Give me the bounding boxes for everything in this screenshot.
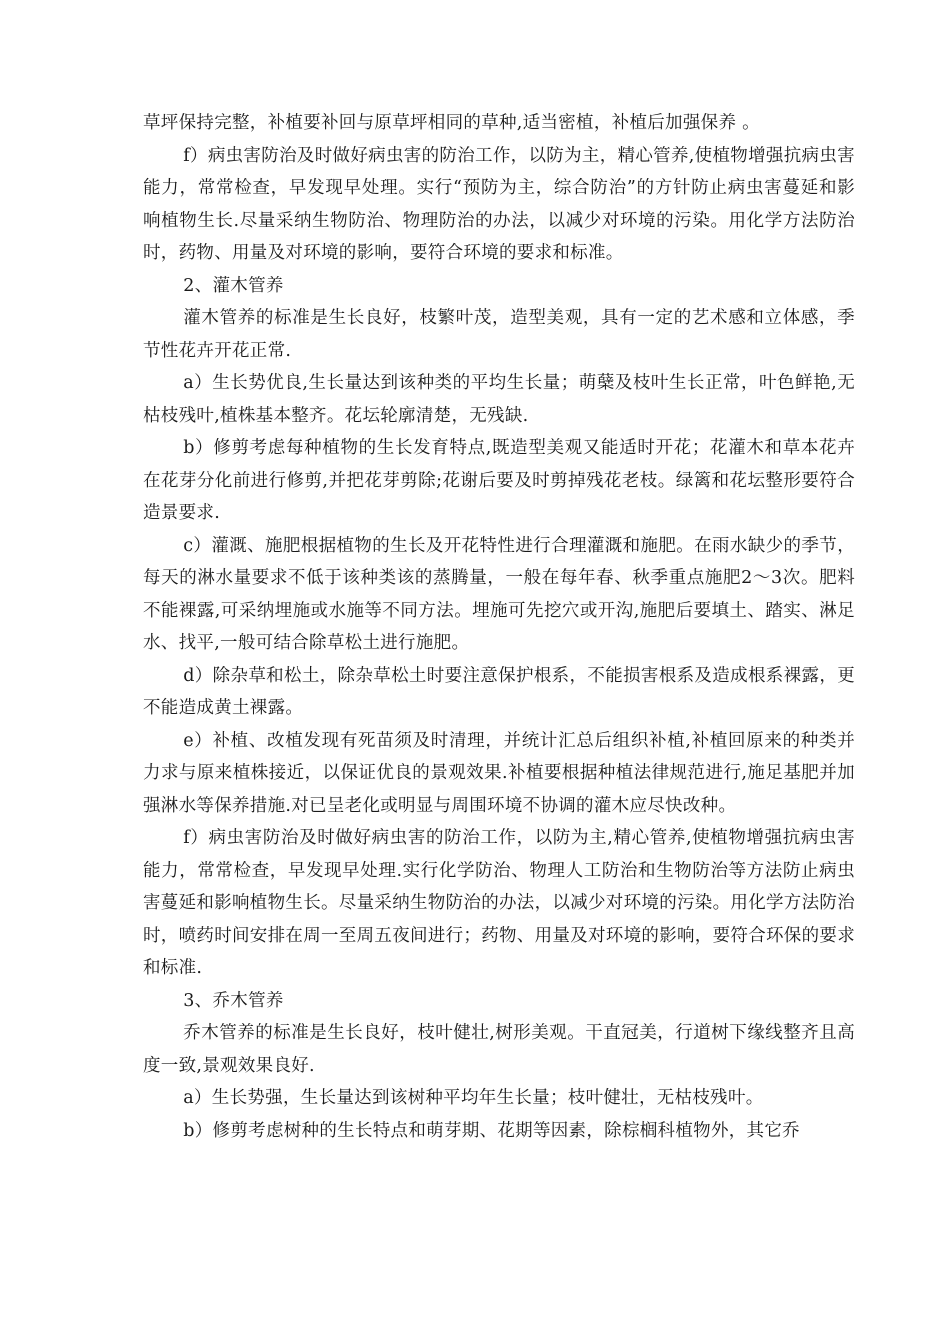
paragraph: 乔木管养的标准是生长良好，枝叶健壮,树形美观。干直冠美，行道树下缘线整齐且高度一致,景观效果良好. — [143, 1023, 855, 1076]
paragraph: e）补植、改植发现有死苗须及时清理，并统计汇总后组织补植,补植回原来的种类并力求与原来植株接近，以保证优良的景观效果.补植要根据种植法律规范进行,施足基肥并加强淋水等保养措施.对已呈老化或明显与周围环境不协调的灌木应尽快改种。 — [143, 730, 855, 816]
paragraph: 草坪保持完整，补植要补回与原草坪相同的草种,适当密植，补植后加强保养 。 — [143, 113, 760, 133]
paragraph: f）病虫害防治及时做好病虫害的防治工作，以防为主，精心管养,使植物增强抗病虫害能力，常常检查，早发现早处理。实行“预防为主，综合防治”的方针防止病虫害蔓延和影响植物生长.尽量采纳生物防治、物理防治的办法，以减少对环境的污染。用化学方法防治时，药物、用量及对环境的影响，要符合环境的要求和标准。 — [143, 145, 855, 263]
paragraph: b）修剪考虑每种植物的生长发育特点,既造型美观又能适时开花；花灌木和草本花卉在花芽分化前进行修剪,并把花芽剪除;花谢后要及时剪掉残花老枝。绿篱和花坛整形要符合造景要求. — [143, 438, 855, 523]
document-body — [143, 107, 855, 1147]
paragraph: a）生长势强，生长量达到该树种平均年生长量；枝叶健壮，无枯枝残叶。 — [183, 1088, 764, 1108]
paragraph: d）除杂草和松土，除杂草松土时要注意保护根系，不能损害根系及造成根系裸露，更不能造成黄土裸露。 — [143, 665, 855, 718]
paragraph: f）病虫害防治及时做好病虫害的防治工作，以防为主,精心管养,使植物增强抗病虫害能力，常常检查，早发现早处理.实行化学防治、物理人工防治和生物防治等方法防止病虫害蔓延和影响植物生长。尽量采纳生物防治的办法，以减少对环境的污染。用化学方法防治时，喷药时间安排在周一至周五夜间进行；药物、用量及对环境的影响，要符合环保的要求和标准. — [143, 828, 855, 978]
paragraph: 灌木管养的标准是生长良好，枝繁叶茂，造型美观，具有一定的艺术感和立体感，季节性花卉开花正常. — [143, 308, 855, 361]
paragraph: b）修剪考虑树种的生长特点和萌芽期、花期等因素，除棕榈科植物外，其它乔 — [183, 1120, 800, 1141]
paragraph: 2、灌木管养 — [183, 275, 284, 296]
paragraph: c）灌溉、施肥根据植物的生长及开花特性进行合理灌溉和施肥。在雨水缺少的季节，每天的淋水量要求不低于该种类该的蒸腾量，一般在每年春、秋季重点施肥2～3次。肥料不能裸露,可采纳埋施或水施等不同方法。埋施可先挖穴或开沟,施肥后要填土、踏实、淋足水、找平,一般可结合除草松土进行施肥。 — [143, 535, 855, 653]
paragraph: a）生长势优良,生长量达到该种类的平均生长量；萌蘖及枝叶生长正常，叶色鲜艳,无枯枝残叶,植株基本整齐。花坛轮廓清楚，无残缺. — [143, 373, 855, 426]
paragraph: 3、乔木管养 — [183, 990, 284, 1011]
